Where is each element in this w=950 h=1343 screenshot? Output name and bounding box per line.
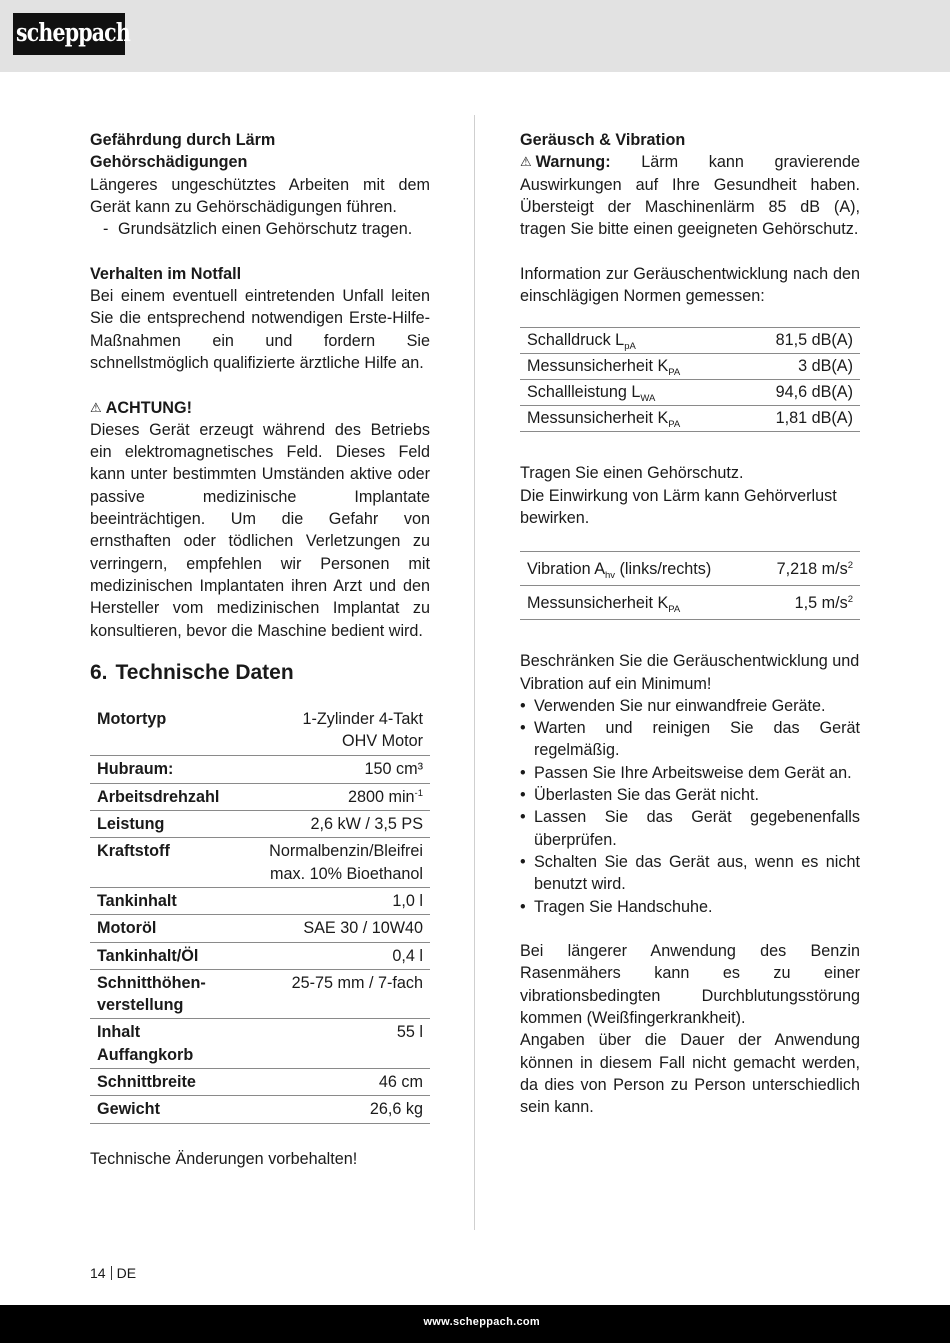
spec-value-sup: -1 bbox=[414, 787, 423, 799]
spec-row bbox=[90, 783, 430, 810]
spec-key bbox=[90, 1096, 260, 1123]
vibration-row bbox=[520, 586, 860, 620]
bullet-marker: • bbox=[520, 696, 526, 715]
spec-key-text: Motoröl bbox=[97, 919, 157, 938]
attention-text: Dieses Gerät erzeugt während des Betriebs ein elektromagnetisches Feld. Dieses Feld kann unter bestimmten Umständen aktive oder passive medizinische Implantate beeinträchtigen. Um die Gefahr von ernsthaften oder tödlichen Verletzungen zu verringern, empfehlen wir Personen mit medizinischen Implantaten ihren Arzt und den Hersteller vom medizinischen Implantat zu konsultieren, bevor die Maschine bedient wird. bbox=[90, 420, 430, 640]
spec-value-text: 1-Zylinder 4-Takt bbox=[302, 709, 423, 728]
spec-value-text: 2800 min bbox=[347, 787, 415, 806]
list-item-text: Überlasten Sie das Gerät nicht. bbox=[534, 786, 759, 805]
bullet-marker: • bbox=[520, 852, 526, 871]
spec-key-text: Arbeitsdrehzahl bbox=[97, 787, 220, 806]
noise-label bbox=[520, 354, 740, 380]
spec-row bbox=[90, 1068, 430, 1095]
spec-value-text: Normalbenzin/Bleifrei bbox=[269, 842, 423, 861]
noise-label-sub: PA bbox=[668, 367, 681, 379]
spec-key bbox=[90, 1068, 260, 1095]
footer-separator bbox=[111, 1266, 112, 1280]
noise-table bbox=[520, 327, 860, 432]
spec-key bbox=[90, 838, 260, 888]
warning-triangle-icon: ⚠ bbox=[520, 154, 532, 170]
spec-key-text-2: verstellung bbox=[97, 996, 184, 1015]
list-item bbox=[520, 695, 860, 717]
website-url: www.scheppach.com bbox=[423, 1316, 540, 1328]
noise-label-text: Schalldruck L bbox=[527, 331, 625, 350]
duration-text: Angaben über die Dauer der Anwendung können in diesem Fall nicht gemacht werden, da dies von Person zu Person unterschiedlich sein kann. bbox=[520, 1031, 860, 1117]
noise-row bbox=[520, 354, 860, 380]
spec-key bbox=[90, 969, 260, 1019]
vibration-value bbox=[754, 552, 860, 586]
noise-row bbox=[520, 406, 860, 432]
spec-row bbox=[90, 708, 430, 756]
spec-value-text: 25-75 mm / 7-fach bbox=[291, 973, 423, 992]
vibration-value-text: 7,218 m/s bbox=[776, 560, 848, 579]
protection-line-1: Tragen Sie einen Gehörschutz. bbox=[520, 464, 744, 483]
list-item bbox=[520, 717, 860, 762]
spec-value bbox=[260, 942, 430, 969]
spec-value bbox=[260, 887, 430, 914]
changes-note: Technische Änderungen vorbehalten! bbox=[90, 1149, 358, 1168]
spec-key-text: Motortyp bbox=[97, 709, 167, 728]
vibration-value-text: 1,5 m/s bbox=[794, 594, 848, 613]
list-item-text: Tragen Sie Handschuhe. bbox=[534, 897, 713, 916]
spec-key-text: Leistung bbox=[97, 815, 165, 834]
noise-list-item-text: Grundsätzlich einen Gehörschutz tragen. bbox=[118, 220, 413, 239]
noise-label bbox=[520, 406, 740, 432]
list-item-text: Lassen Sie das Gerät gegebenenfalls überprüfen. bbox=[534, 808, 860, 849]
spec-value-text: 2,6 kW / 3,5 PS bbox=[310, 815, 423, 834]
vibration-label bbox=[520, 552, 754, 586]
spec-value bbox=[260, 811, 430, 838]
vibration-label-sub: hv bbox=[605, 570, 616, 582]
list-item bbox=[520, 896, 860, 918]
list-item-text: Warten und reinigen Sie das Gerät regelmäßig. bbox=[534, 719, 860, 760]
spec-row bbox=[90, 915, 430, 942]
vibration-value-sup: 2 bbox=[847, 594, 853, 606]
attention-heading-row bbox=[90, 397, 430, 419]
warning-label: Warnung: bbox=[535, 153, 611, 172]
noise-value: 81,5 dB(A) bbox=[740, 328, 860, 354]
noise-heading: Gefährdung durch Lärm bbox=[90, 131, 276, 149]
list-item bbox=[520, 851, 860, 896]
list-item bbox=[520, 806, 860, 851]
spec-row bbox=[90, 942, 430, 969]
noise-row bbox=[520, 380, 860, 406]
spec-key bbox=[90, 783, 260, 810]
noise-subheading: Gehörschädigungen bbox=[90, 153, 248, 172]
list-item bbox=[520, 762, 860, 784]
warning-paragraph bbox=[520, 151, 860, 240]
spec-value bbox=[260, 783, 430, 810]
warning-triangle-icon: ⚠ bbox=[90, 399, 102, 415]
warning-text: Lärm kann gravierende Auswirkungen auf Ihre Gesundheit haben. Übersteigt der Maschinenlärm 85 dB (A), tragen Sie bitte einen geeigneten Gehörschutz. bbox=[520, 153, 861, 239]
spec-value bbox=[260, 1019, 430, 1069]
noise-value: 1,81 dB(A) bbox=[740, 406, 860, 432]
spec-key bbox=[90, 756, 260, 783]
bullet-marker: • bbox=[520, 897, 526, 916]
dash-marker: - bbox=[103, 220, 109, 239]
spec-row bbox=[90, 811, 430, 838]
spec-key-text: Tankinhalt bbox=[97, 891, 177, 910]
noise-label-sub: pA bbox=[624, 341, 636, 353]
spec-key-text: Schnittbreite bbox=[97, 1072, 196, 1091]
spec-value-text: 46 cm bbox=[378, 1072, 423, 1091]
brand-logo: scheppach bbox=[13, 13, 125, 55]
page-number-area bbox=[90, 1265, 136, 1281]
spec-key bbox=[90, 942, 260, 969]
spec-value-text: 0,4 l bbox=[392, 946, 423, 965]
spec-key bbox=[90, 708, 260, 756]
noise-value: 3 dB(A) bbox=[740, 354, 860, 380]
spec-key bbox=[90, 1019, 260, 1069]
spec-value bbox=[260, 969, 430, 1019]
bullet-marker: • bbox=[520, 808, 526, 827]
vibration-value-sup: 2 bbox=[847, 560, 853, 572]
section-title-text: Technische Daten bbox=[115, 660, 294, 684]
bullet-marker: • bbox=[520, 719, 526, 738]
noise-label bbox=[520, 328, 740, 354]
spec-value bbox=[260, 708, 430, 756]
vibration-label-suffix: (links/rechts) bbox=[615, 560, 712, 579]
spec-value-text: 1,0 l bbox=[392, 891, 423, 910]
emergency-heading: Verhalten im Notfall bbox=[90, 264, 242, 283]
left-column bbox=[90, 129, 430, 1170]
vibration-label bbox=[520, 586, 754, 620]
protection-line-2: Die Einwirkung von Lärm kann Gehörverlust bewirken. bbox=[520, 486, 837, 527]
noise-label-text: Messunsicherheit K bbox=[527, 357, 669, 376]
vibration-label-text: Vibration A bbox=[527, 560, 605, 579]
attention-heading: ACHTUNG! bbox=[105, 398, 192, 417]
spec-value-text: 26,6 kg bbox=[369, 1100, 423, 1119]
vibration-label-sub: PA bbox=[668, 604, 681, 616]
vibration-table bbox=[520, 551, 860, 620]
page-number: 14 bbox=[90, 1265, 106, 1281]
section-title bbox=[90, 660, 430, 686]
spec-key-text: Gewicht bbox=[97, 1100, 160, 1119]
vibration-value bbox=[754, 586, 860, 620]
spec-value bbox=[260, 756, 430, 783]
spec-value-text-2: max. 10% Bioethanol bbox=[270, 864, 423, 883]
spec-value bbox=[260, 915, 430, 942]
spec-key-text: Inhalt bbox=[97, 1023, 141, 1042]
spec-value bbox=[260, 1068, 430, 1095]
header-bar bbox=[0, 0, 950, 72]
noise-label-sub: PA bbox=[668, 419, 681, 431]
bullet-marker: • bbox=[520, 786, 526, 805]
spec-row bbox=[90, 1096, 430, 1123]
noise-label bbox=[520, 380, 740, 406]
list-item bbox=[520, 784, 860, 806]
column-divider bbox=[474, 115, 475, 1230]
spec-row bbox=[90, 756, 430, 783]
noise-label-text: Schallleistung L bbox=[527, 383, 641, 402]
spec-key bbox=[90, 915, 260, 942]
noise-value: 94,6 dB(A) bbox=[740, 380, 860, 406]
vibration-label-text: Messunsicherheit K bbox=[527, 594, 669, 613]
spec-value-text: 150 cm³ bbox=[364, 760, 423, 779]
right-column bbox=[520, 129, 860, 1119]
spec-key-text: Hubraum: bbox=[97, 760, 174, 779]
info-text: Information zur Geräuschentwicklung nach den einschlägigen Normen gemessen: bbox=[520, 264, 860, 306]
noise-row bbox=[520, 328, 860, 354]
emergency-text: Bei einem eventuell eintretenden Unfall leiten Sie die entsprechend notwendigen Erste-Hilfe- Maßnahmen ein und fordern Sie schnellstmöglich qualifizierte ärztliche Hilfe an. bbox=[90, 287, 430, 372]
spec-value-text-2: OHV Motor bbox=[342, 732, 423, 751]
limit-text: Beschränken Sie die Geräuschentwicklung und Vibration auf ein Minimum! bbox=[520, 652, 860, 693]
spec-key-text: Schnitthöhen- bbox=[97, 973, 206, 992]
spec-key bbox=[90, 811, 260, 838]
spec-table bbox=[90, 708, 430, 1124]
spec-key-text: Tankinhalt/Öl bbox=[97, 946, 199, 965]
spec-value bbox=[260, 838, 430, 888]
spec-value bbox=[260, 1096, 430, 1123]
vibration-row bbox=[520, 552, 860, 586]
spec-key-text: Kraftstoff bbox=[97, 842, 170, 861]
list-item-text: Schalten Sie das Gerät aus, wenn es nicht benutzt wird. bbox=[534, 852, 860, 894]
spec-value-text: 55 l bbox=[396, 1023, 423, 1042]
long-use-text: Bei längerer Anwendung des Benzin Rasenmähers kann es zu einer vibrationsbedingten Durchblutungsstörung kommen (Weißfingerkrankheit). bbox=[520, 942, 860, 1028]
noise-vibration-heading: Geräusch & Vibration bbox=[520, 131, 686, 149]
noise-text: Längeres ungeschütztes Arbeiten mit dem Gerät kann zu Gehörschädigungen führen. bbox=[90, 175, 430, 216]
section-number: 6. bbox=[90, 660, 108, 684]
spec-row bbox=[90, 1019, 430, 1069]
spec-row bbox=[90, 838, 430, 888]
language-code: DE bbox=[116, 1265, 137, 1281]
noise-label-text: Messunsicherheit K bbox=[527, 409, 669, 428]
recommendation-list bbox=[520, 695, 860, 918]
spec-row bbox=[90, 887, 430, 914]
noise-list-item bbox=[90, 218, 430, 240]
spec-value-text: SAE 30 / 10W40 bbox=[303, 919, 423, 938]
noise-label-sub: WA bbox=[640, 393, 656, 405]
spec-key-text-2: Auffangkorb bbox=[97, 1045, 194, 1064]
list-item-text: Verwenden Sie nur einwandfreie Geräte. bbox=[534, 696, 826, 715]
bullet-marker: • bbox=[520, 763, 526, 782]
spec-row bbox=[90, 969, 430, 1019]
spec-key bbox=[90, 887, 260, 914]
list-item-text: Passen Sie Ihre Arbeitsweise dem Gerät an. bbox=[534, 763, 852, 782]
